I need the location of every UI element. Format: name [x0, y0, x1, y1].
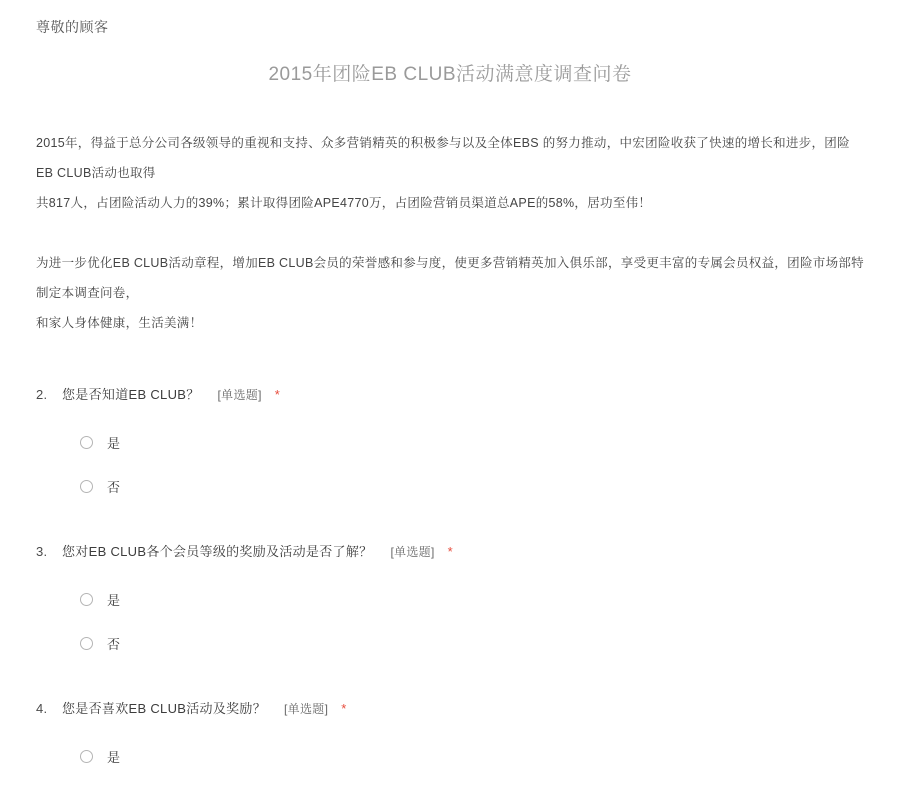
- option-label: 是: [107, 435, 121, 451]
- option-label: 否: [107, 636, 121, 652]
- question-4-header: [36, 698, 864, 717]
- radio-icon[interactable]: [80, 480, 93, 493]
- question-4-number: 4.: [36, 701, 48, 716]
- radio-icon[interactable]: [80, 593, 93, 606]
- question-3-number: 3.: [36, 544, 48, 559]
- question-2: [36, 384, 864, 501]
- option-label: 是: [107, 592, 121, 608]
- question-3: [36, 541, 864, 658]
- question-3-type: [单选题]: [390, 545, 435, 559]
- paragraph-spacer: [36, 218, 864, 248]
- question-3-options: [36, 584, 864, 658]
- question-4-type: [单选题]: [284, 702, 329, 716]
- question-4-required-marker: *: [341, 701, 347, 716]
- question-4-options: [36, 741, 864, 771]
- question-3-option-0[interactable]: [80, 584, 864, 614]
- question-2-option-0[interactable]: [80, 427, 864, 457]
- option-label: 否: [107, 479, 121, 495]
- intro-paragraph2-line2: 和家人身体健康，生活美满！: [36, 316, 203, 330]
- question-2-option-1[interactable]: [80, 471, 864, 501]
- intro-paragraph2-line1: 为进一步优化EB CLUB活动章程，增加EB CLUB会员的荣誉感和参与度，使更多营销精英加入俱乐部，享受更丰富的专属会员权益，团险市场部特制定本调查问卷，: [36, 256, 864, 300]
- radio-icon[interactable]: [80, 637, 93, 650]
- question-2-required-marker: *: [274, 387, 281, 402]
- salutation-text: 尊敬的顾客: [36, 19, 109, 35]
- question-3-required-marker: *: [447, 544, 453, 559]
- question-4: [36, 698, 864, 771]
- radio-icon[interactable]: [80, 436, 93, 449]
- question-4-text: 您是否喜欢EB CLUB活动及奖励？: [62, 701, 267, 716]
- radio-icon[interactable]: [80, 750, 93, 763]
- question-3-header: [36, 541, 864, 560]
- question-3-text: 您对EB CLUB各个会员等级的奖励及活动是否了解？: [62, 544, 373, 559]
- question-2-text: 您是否知道EB CLUB？: [62, 387, 200, 402]
- intro-section: [36, 128, 864, 338]
- question-2-number: 2.: [36, 387, 48, 402]
- intro-paragraph1-line1: 2015年，得益于总分公司各级领导的重视和支持、众多营销精英的积极参与以及全体EBS 的努力推动，中宏团险收获了快速的增长和进步，团险EB CLUB活动也取得: [36, 136, 850, 180]
- question-3-option-1[interactable]: [80, 628, 864, 658]
- question-4-option-0[interactable]: [80, 741, 864, 771]
- question-2-options: [36, 427, 864, 501]
- question-2-header: [36, 384, 864, 403]
- option-label: 是: [107, 749, 121, 765]
- question-2-type: [单选题]: [217, 388, 262, 402]
- page-title: 2015年团险EB CLUB活动满意度调查问卷: [268, 64, 632, 85]
- intro-paragraph1-line2: 共817人，占团险活动人力的39%；累计取得团险APE4770万，占团险营销员渠道总APE的58%，居功至伟！: [36, 196, 652, 210]
